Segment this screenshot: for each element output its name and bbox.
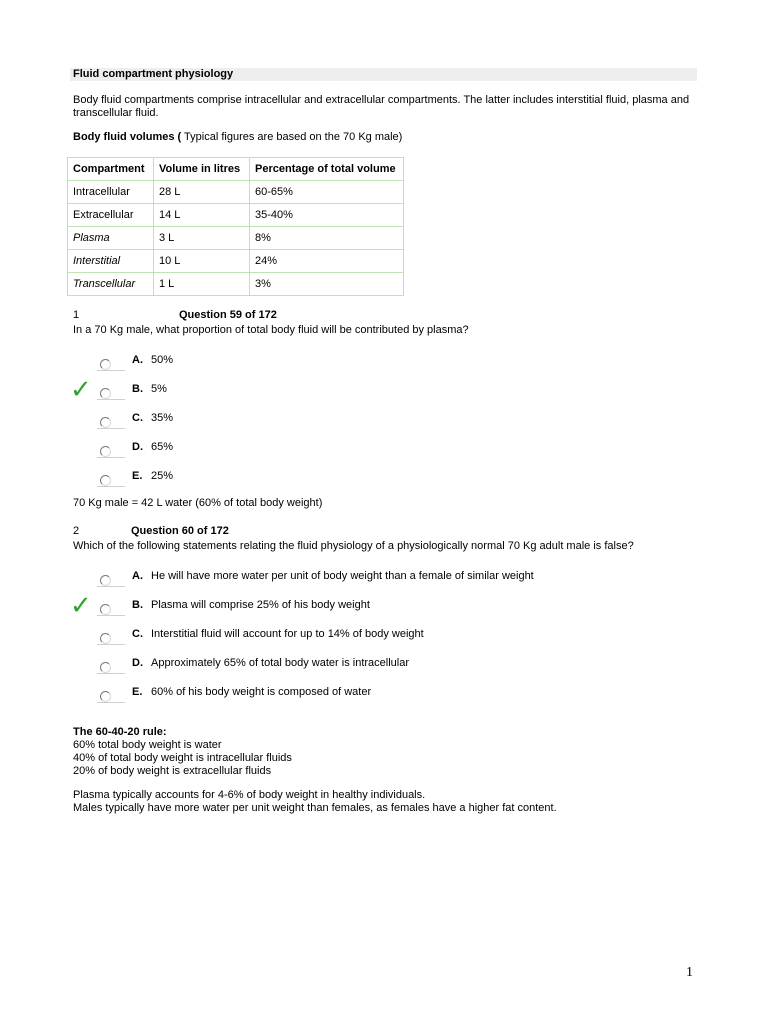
rule-heading: The 60-40-20 rule:: [73, 726, 167, 738]
cell-volume: 14 L: [154, 204, 250, 227]
q1-option-b[interactable]: [70, 375, 596, 412]
radio-button[interactable]: [100, 662, 111, 673]
cell-percent: 35-40%: [250, 204, 404, 227]
option-text: He will have more water per unit of body weight than a female of similar weight: [151, 570, 534, 582]
option-letter: B.: [132, 599, 143, 611]
correct-check-icon: ✓: [70, 375, 92, 405]
question-2-header: Question 60 of 172: [131, 525, 229, 537]
volumes-heading: [73, 131, 402, 144]
header-compartment: Compartment: [68, 158, 154, 181]
q2-option-d[interactable]: [96, 657, 596, 686]
table-row: [68, 227, 404, 250]
page-title: Fluid compartment physiology: [70, 68, 697, 81]
table-row: [68, 204, 404, 227]
cell-compartment: Intracellular: [68, 181, 154, 204]
fluid-volumes-table: [67, 157, 404, 296]
question-1-text: In a 70 Kg male, what proportion of total body fluid will be contributed by plasma?: [73, 324, 469, 336]
radio-button[interactable]: [100, 475, 111, 486]
option-underline: [97, 615, 125, 616]
radio-button[interactable]: [100, 388, 111, 399]
q1-option-d[interactable]: [96, 441, 596, 470]
cell-compartment: Extracellular: [68, 204, 154, 227]
option-letter: D.: [132, 657, 143, 669]
question-1-explanation: 70 Kg male = 42 L water (60% of total body weight): [73, 497, 323, 509]
option-underline: [97, 702, 125, 703]
q1-option-a[interactable]: [96, 354, 596, 383]
option-underline: [97, 673, 125, 674]
option-letter: E.: [132, 686, 143, 698]
option-text: Plasma will comprise 25% of his body weight: [151, 599, 370, 611]
option-letter: D.: [132, 441, 143, 453]
q1-option-c[interactable]: [96, 412, 596, 441]
option-text: 50%: [151, 354, 174, 366]
question-2-number: 2: [73, 525, 80, 537]
intro-paragraph: Body fluid compartments comprise intracellular and extracellular compartments. The latter includes interstitial fluid, plasma and transcellular fluid.: [73, 94, 690, 119]
radio-button[interactable]: [100, 633, 111, 644]
rule-line: 40% of total body weight is intracellular fluids: [73, 752, 292, 764]
option-underline: [97, 370, 125, 371]
page-number: 1: [686, 965, 693, 980]
footnote: Males typically have more water per unit weight than females, as females have a higher fat content.: [73, 802, 557, 814]
header-volume: Volume in litres: [154, 158, 250, 181]
q2-option-c[interactable]: [96, 628, 596, 657]
radio-button[interactable]: [100, 417, 111, 428]
cell-compartment: Interstitial: [68, 250, 154, 273]
rule-line: 60% total body weight is water: [73, 739, 222, 751]
radio-button[interactable]: [100, 575, 111, 586]
cell-volume: 3 L: [154, 227, 250, 250]
table-row: [68, 273, 404, 296]
radio-button[interactable]: [100, 604, 111, 615]
q2-option-a[interactable]: [96, 570, 596, 599]
option-underline: [97, 586, 125, 587]
cell-volume: 28 L: [154, 181, 250, 204]
option-text: 35%: [151, 412, 174, 424]
q2-option-b[interactable]: [70, 591, 596, 628]
q2-option-e[interactable]: [96, 686, 596, 715]
header-percentage: Percentage of total volume: [250, 158, 404, 181]
volumes-heading-rest: Typical figures are based on the 70 Kg male): [181, 131, 403, 143]
option-underline: [97, 457, 125, 458]
option-text: Interstitial fluid will account for up to 14% of body weight: [151, 628, 424, 640]
option-text: 25%: [151, 470, 174, 482]
question-1-number: 1: [73, 309, 80, 321]
option-underline: [97, 428, 125, 429]
question-1-header: Question 59 of 172: [179, 309, 277, 321]
option-text: 60% of his body weight is composed of water: [151, 686, 372, 698]
option-underline: [97, 399, 125, 400]
option-letter: A.: [132, 354, 143, 366]
cell-percent: 24%: [250, 250, 404, 273]
table-header-row: [68, 158, 404, 181]
table-row: [68, 181, 404, 204]
radio-button[interactable]: [100, 691, 111, 702]
option-text: 5%: [151, 383, 167, 395]
option-letter: B.: [132, 383, 143, 395]
question-2-text: Which of the following statements relating the fluid physiology of a physiologically normal 70 Kg adult male is false?: [73, 540, 634, 552]
option-text: Approximately 65% of total body water is intracellular: [151, 657, 410, 669]
rule-line: 20% of body weight is extracellular fluids: [73, 765, 272, 777]
radio-button[interactable]: [100, 446, 111, 457]
correct-check-icon: ✓: [70, 591, 92, 621]
cell-volume: 10 L: [154, 250, 250, 273]
cell-compartment: Transcellular: [68, 273, 154, 296]
option-underline: [97, 644, 125, 645]
q1-option-e[interactable]: [96, 470, 596, 499]
cell-percent: 3%: [250, 273, 404, 296]
cell-compartment: Plasma: [68, 227, 154, 250]
option-letter: C.: [132, 412, 143, 424]
cell-volume: 1 L: [154, 273, 250, 296]
table-row: [68, 250, 404, 273]
option-letter: C.: [132, 628, 143, 640]
option-text: 65%: [151, 441, 174, 453]
radio-button[interactable]: [100, 359, 111, 370]
footnote: Plasma typically accounts for 4-6% of body weight in healthy individuals.: [73, 789, 426, 801]
cell-percent: 60-65%: [250, 181, 404, 204]
volumes-heading-bold: Body fluid volumes (: [73, 131, 182, 143]
option-letter: A.: [132, 570, 143, 582]
option-letter: E.: [132, 470, 143, 482]
option-underline: [97, 486, 125, 487]
cell-percent: 8%: [250, 227, 404, 250]
